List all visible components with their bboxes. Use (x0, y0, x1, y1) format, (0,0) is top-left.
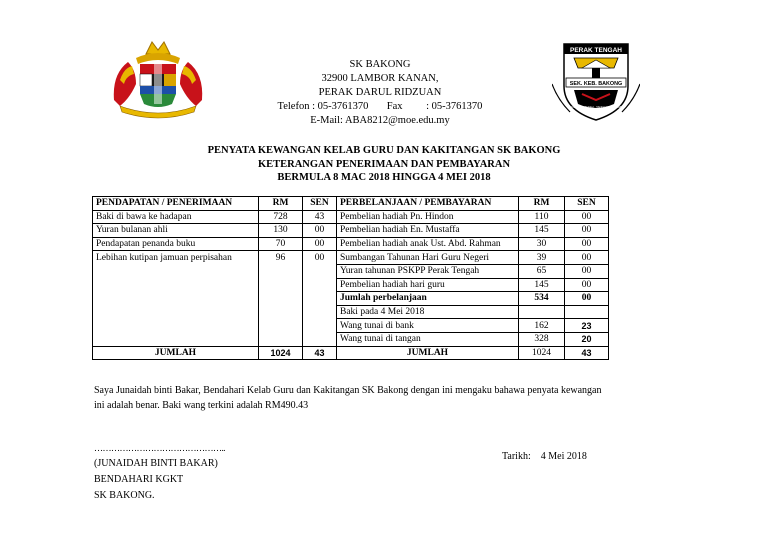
header-sen-expense: SEN (565, 197, 609, 211)
expense-rm: 162 (519, 319, 565, 333)
balance-label: Baki pada 4 Mei 2018 (337, 305, 519, 319)
empty-cell (93, 278, 259, 292)
empty-cell (259, 332, 303, 346)
empty-cell (93, 319, 259, 333)
empty-cell (303, 292, 337, 306)
expense-sen: 20 (565, 332, 609, 346)
expense-label: Pembelian hadiah anak Ust. Abd. Rahman (337, 237, 519, 251)
signatory-role: BENDAHARI KGKT (94, 474, 184, 485)
empty-cell (303, 305, 337, 319)
financial-statement-table (92, 196, 609, 360)
expense-rm (519, 305, 565, 319)
address-line-2: PERAK DARUL RIDZUAN (318, 87, 442, 98)
empty-cell (303, 264, 337, 278)
expense-rm: 39 (519, 251, 565, 265)
expense-rm: 328 (519, 332, 565, 346)
statement-titles (0, 144, 768, 185)
income-label: Pendapatan penanda buku (93, 237, 259, 251)
expense-subtotal-rm: 534 (519, 292, 565, 306)
table-row (93, 237, 609, 251)
fax-label: Fax (386, 101, 403, 112)
expense-sen: 00 (565, 224, 609, 238)
phone-label: Telefon : (277, 101, 316, 112)
signature-line: ……………………………………….. (94, 443, 225, 453)
income-rm: 728 (259, 210, 303, 224)
signatory-name: (JUNAIDAH BINTI BAKAR) (94, 458, 218, 469)
header-sen: SEN (303, 197, 337, 211)
empty-cell (259, 292, 303, 306)
expense-sen: 00 (565, 237, 609, 251)
empty-cell (93, 264, 259, 278)
table-row (93, 292, 609, 306)
expense-sen: 00 (565, 264, 609, 278)
expense-label: Sumbangan Tahunan Hari Guru Negeri (337, 251, 519, 265)
empty-cell (259, 278, 303, 292)
crest-band-text: SEK. KEB. BAKONG (569, 81, 623, 87)
table-row (93, 319, 609, 333)
income-label: Baki di bawa ke hadapan (93, 210, 259, 224)
income-sen: 00 (303, 237, 337, 251)
empty-cell (93, 292, 259, 306)
date-block (502, 451, 587, 462)
expense-sen (565, 305, 609, 319)
table-header-row (93, 197, 609, 211)
crest-top-text: PERAK TENGAH (569, 47, 623, 54)
total-row (93, 346, 609, 360)
expense-label: Wang tunai di bank (337, 319, 519, 333)
school-address-block (230, 58, 530, 128)
expense-rm: 145 (519, 278, 565, 292)
school-crest-logo (552, 38, 640, 122)
empty-cell (259, 305, 303, 319)
phone-number: 05-3761370 (317, 101, 369, 112)
expense-sen: 00 (565, 251, 609, 265)
income-sen: 00 (303, 251, 337, 265)
declaration-paragraph (94, 383, 634, 413)
declaration-line-2: ini adalah benar. Baki wang terkini adalah RM490.43 (94, 400, 309, 411)
table-row (93, 251, 609, 265)
expense-label: Pembelian hadiah En. Mustaffa (337, 224, 519, 238)
expense-sen: 00 (565, 278, 609, 292)
expense-rm: 65 (519, 264, 565, 278)
income-sen: 00 (303, 224, 337, 238)
total-label-right: JUMLAH (337, 346, 519, 360)
expense-label: Pembelian hadiah Pn. Hindon (337, 210, 519, 224)
table-row (93, 210, 609, 224)
date-value: 4 Mei 2018 (540, 451, 587, 462)
income-sen: 43 (303, 210, 337, 224)
table-row (93, 264, 609, 278)
header-income: PENDAPATAN / PENERIMAAN (93, 197, 259, 211)
total-rm-right: 1024 (519, 346, 565, 360)
fax-number: : 05-3761370 (426, 101, 483, 112)
income-label: Lebihan kutipan jamuan perpisahan (93, 251, 259, 265)
expense-sen: 00 (565, 210, 609, 224)
address-line-1: 32900 LAMBOR KANAN, (321, 73, 439, 84)
total-sen-right: 43 (565, 346, 609, 360)
income-rm: 70 (259, 237, 303, 251)
expense-subtotal-label: Jumlah perbelanjaan (337, 292, 519, 306)
declaration-line-1: Saya Junaidah binti Bakar, Bendahari Kelab Guru dan Kakitangan SK Bakong dengan ini mengaku bahawa penyata kewangan (94, 385, 602, 396)
title-line-2: KETERANGAN PENERIMAAN DAN PEMBAYARAN (257, 158, 511, 170)
signature-block (94, 440, 225, 504)
expense-subtotal-sen: 00 (565, 292, 609, 306)
empty-cell (303, 332, 337, 346)
table-row (93, 305, 609, 319)
expense-label: Yuran tahunan PSKPP Perak Tengah (337, 264, 519, 278)
total-rm-left: 1024 (259, 346, 303, 360)
email-line: E-Mail: ABA8212@moe.edu.my (310, 115, 450, 126)
income-rm: 96 (259, 251, 303, 265)
empty-cell (93, 305, 259, 319)
expense-rm: 110 (519, 210, 565, 224)
school-name: SK BAKONG (349, 59, 411, 70)
table-row (93, 332, 609, 346)
crest-bottom-text: JUJUR · AMANAH · TANGGUNGJAWAB (570, 105, 622, 109)
table-row (93, 224, 609, 238)
header-rm: RM (259, 197, 303, 211)
income-label: Yuran bulanan ahli (93, 224, 259, 238)
expense-sen: 23 (565, 319, 609, 333)
table-row (93, 278, 609, 292)
total-label-left: JUMLAH (93, 346, 259, 360)
contact-line (230, 100, 530, 114)
empty-cell (93, 332, 259, 346)
date-label: Tarikh: (502, 451, 531, 462)
title-line-1: PENYATA KEWANGAN KELAB GURU DAN KAKITANGAN SK BAKONG (207, 145, 561, 156)
empty-cell (259, 264, 303, 278)
expense-label: Wang tunai di tangan (337, 332, 519, 346)
expense-label: Pembelian hadiah hari guru (337, 278, 519, 292)
empty-cell (303, 278, 337, 292)
empty-cell (259, 319, 303, 333)
header-rm-expense: RM (519, 197, 565, 211)
header-expense: PERBELANJAAN / PEMBAYARAN (337, 197, 519, 211)
income-rm: 130 (259, 224, 303, 238)
expense-rm: 30 (519, 237, 565, 251)
signatory-org: SK BAKONG. (94, 490, 155, 501)
coat-of-arms-logo (106, 40, 210, 120)
total-sen-left: 43 (303, 346, 337, 360)
expense-rm: 145 (519, 224, 565, 238)
title-line-3: BERMULA 8 MAC 2018 HINGGA 4 MEI 2018 (277, 172, 491, 183)
empty-cell (303, 319, 337, 333)
